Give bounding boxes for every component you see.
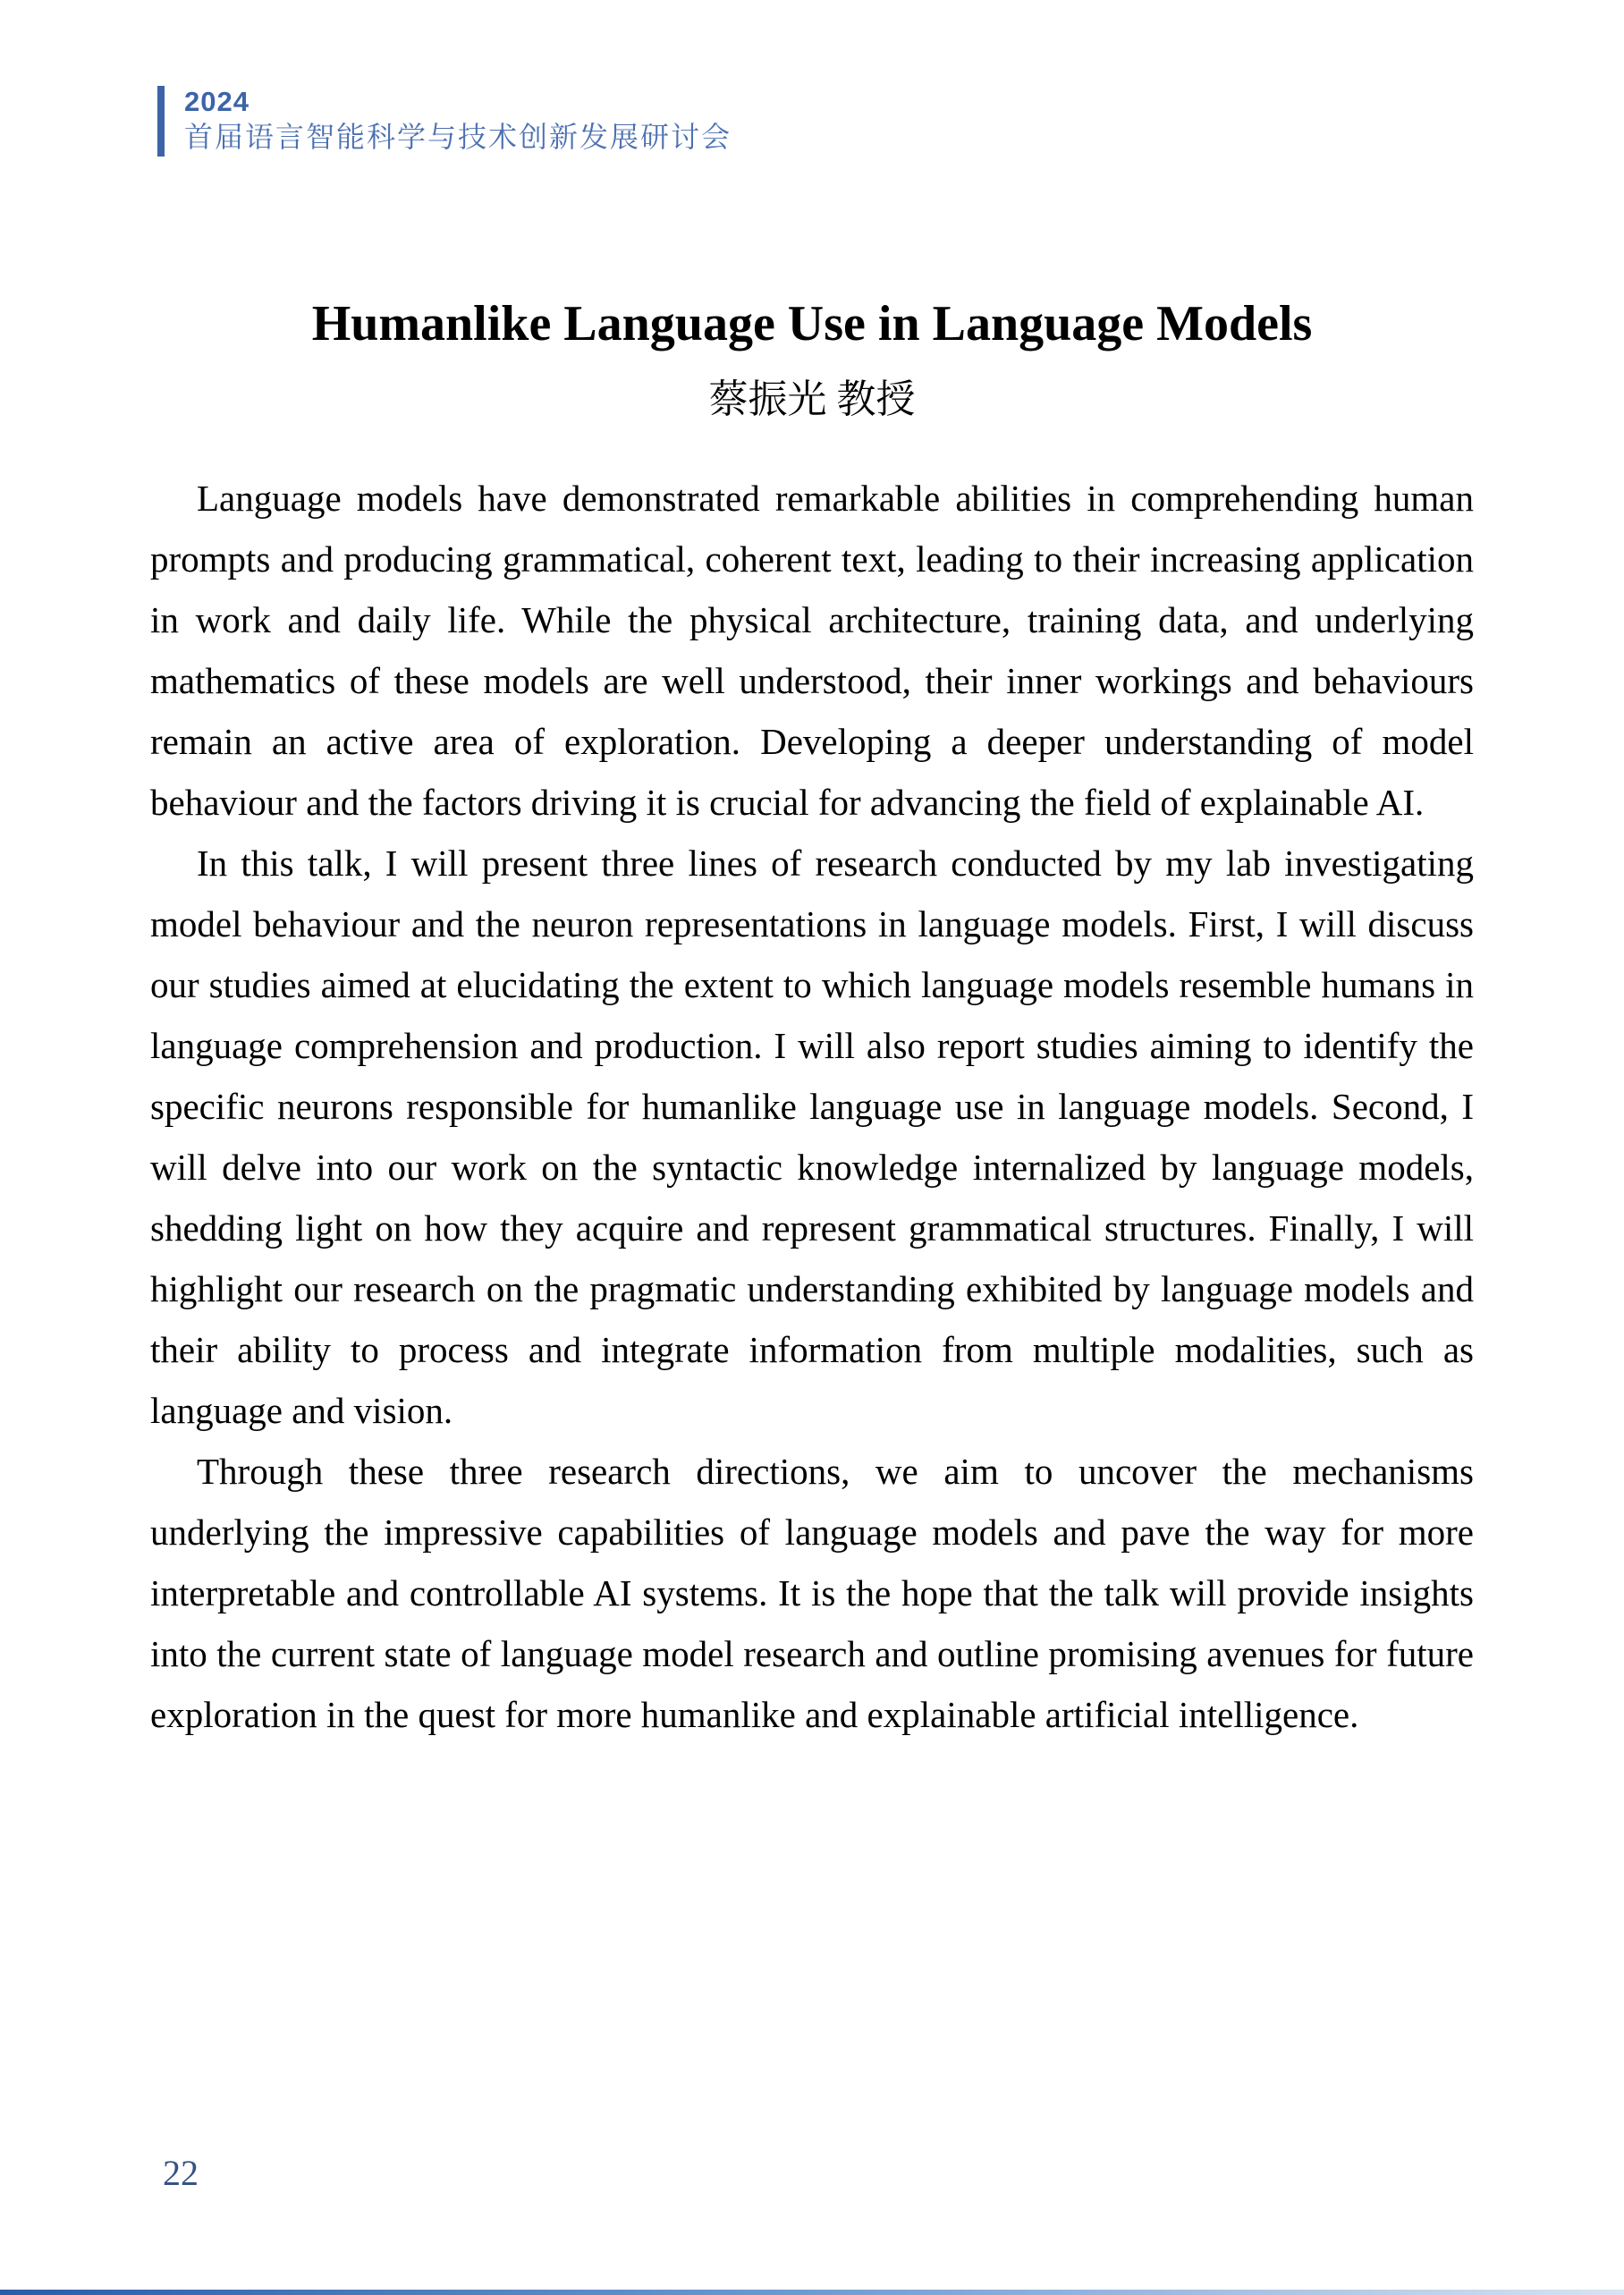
conference-header-text bbox=[184, 86, 732, 157]
conference-year: 2024 bbox=[184, 86, 250, 117]
abstract-paragraph-2: In this talk, I will present three lines of research conducted by my lab investigating model behaviour and the neuron representations in language models. First, I will discuss our studies aimed at elucidating the extent to which language models resemble humans in language comprehension and production. I will also report studies aiming to identify the specific neurons responsible for humanlike language use in language models. Second, I will delve into our work on the syntactic knowledge internalized by language models, shedding light on how they acquire and represent grammatical structures. Finally, I will highlight our research on the pragmatic understanding exhibited by language models and their ability to process and integrate information from multiple modalities, such as language and vision. bbox=[150, 842, 1474, 1431]
speaker-name: 蔡振光 教授 bbox=[708, 377, 916, 422]
conference-header bbox=[157, 86, 732, 157]
footer-accent-bar bbox=[0, 2290, 1624, 2295]
abstract bbox=[150, 468, 1474, 1745]
talk-title: Humanlike Language Use in Language Models bbox=[311, 296, 1313, 351]
abstract-paragraph-3: Through these three research directions, we aim to uncover the mechanisms underlying the impressive capabilities of language models and pave the way for more interpretable and controllable AI systems. It is the hope that the talk will provide insights into the current state of language model research and outline promising avenues for future exploration in the quest for more humanlike and explainable artificial intelligence. bbox=[150, 1450, 1474, 1735]
conference-name: 首届语言智能科学与技术创新发展研讨会 bbox=[184, 120, 732, 153]
page-number: 22 bbox=[163, 2153, 199, 2193]
header-accent-bar bbox=[157, 86, 165, 157]
abstract-paragraph-1: Language models have demonstrated remarkable abilities in comprehending human prompts and producing grammatical, coherent text, leading to their increasing application in work and daily life. While the physical architecture, training data, and underlying mathematics of these models are well understood, their inner workings and behaviours remain an active area of exploration. Developing a deeper understanding of model behaviour and the factors driving it is crucial for advancing the field of explainable AI. bbox=[150, 477, 1474, 823]
